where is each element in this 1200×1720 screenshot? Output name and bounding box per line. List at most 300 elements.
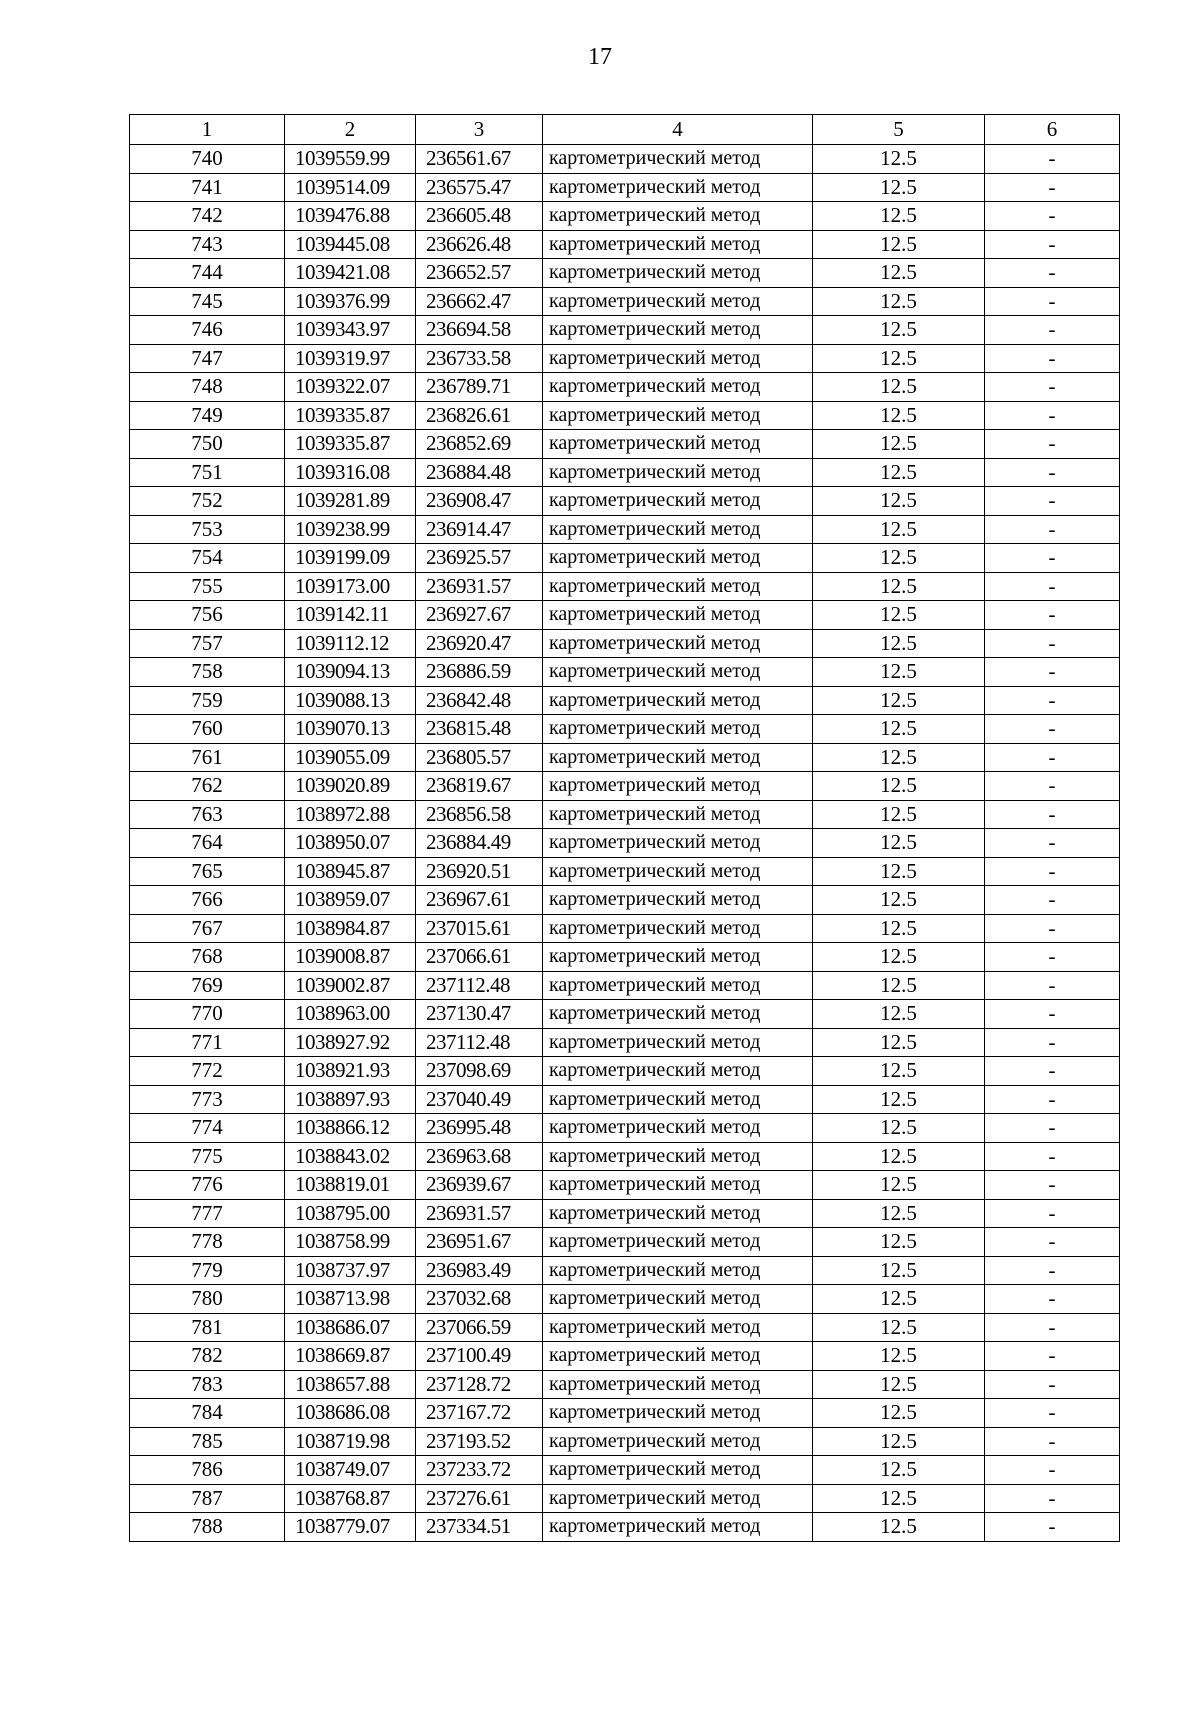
table-row: [130, 800, 1120, 829]
note-cell: -: [985, 629, 1120, 658]
x-coordinate-cell: 1039335.87: [285, 430, 416, 459]
y-coordinate-cell: 237066.59: [416, 1313, 543, 1342]
note-cell: -: [985, 686, 1120, 715]
table-row: [130, 1114, 1120, 1143]
table-row: [130, 1057, 1120, 1086]
x-coordinate-cell: 1038737.97: [285, 1256, 416, 1285]
note-cell: -: [985, 886, 1120, 915]
note-cell: -: [985, 743, 1120, 772]
table-row: [130, 1399, 1120, 1428]
point-number-cell: 749: [130, 401, 285, 430]
y-coordinate-cell: 236884.48: [416, 458, 543, 487]
point-number-cell: 764: [130, 829, 285, 858]
note-cell: -: [985, 800, 1120, 829]
method-cell: картометрический метод: [543, 772, 813, 801]
note-cell: -: [985, 1256, 1120, 1285]
y-coordinate-cell: 237112.48: [416, 971, 543, 1000]
x-coordinate-cell: 1039319.97: [285, 344, 416, 373]
accuracy-cell: 12.5: [813, 1399, 985, 1428]
table-row: [130, 430, 1120, 459]
y-coordinate-cell: 237100.49: [416, 1342, 543, 1371]
note-cell: -: [985, 914, 1120, 943]
accuracy-cell: 12.5: [813, 1313, 985, 1342]
x-coordinate-cell: 1038959.07: [285, 886, 416, 915]
x-coordinate-cell: 1038657.88: [285, 1370, 416, 1399]
accuracy-cell: 12.5: [813, 829, 985, 858]
accuracy-cell: 12.5: [813, 1285, 985, 1314]
y-coordinate-cell: 236983.49: [416, 1256, 543, 1285]
method-cell: картометрический метод: [543, 487, 813, 516]
table-row: [130, 173, 1120, 202]
y-coordinate-cell: 236815.48: [416, 715, 543, 744]
x-coordinate-cell: 1039142.11: [285, 601, 416, 630]
x-coordinate-cell: 1039238.99: [285, 515, 416, 544]
x-coordinate-cell: 1038819.01: [285, 1171, 416, 1200]
x-coordinate-cell: 1039173.00: [285, 572, 416, 601]
accuracy-cell: 12.5: [813, 230, 985, 259]
point-number-cell: 763: [130, 800, 285, 829]
accuracy-cell: 12.5: [813, 1171, 985, 1200]
method-cell: картометрический метод: [543, 173, 813, 202]
method-cell: картометрический метод: [543, 1313, 813, 1342]
method-cell: картометрический метод: [543, 1342, 813, 1371]
table-row: [130, 259, 1120, 288]
accuracy-cell: 12.5: [813, 1513, 985, 1542]
note-cell: -: [985, 401, 1120, 430]
accuracy-cell: 12.5: [813, 1199, 985, 1228]
method-cell: картометрический метод: [543, 1484, 813, 1513]
note-cell: -: [985, 173, 1120, 202]
x-coordinate-cell: 1038950.07: [285, 829, 416, 858]
note-cell: -: [985, 601, 1120, 630]
y-coordinate-cell: 237015.61: [416, 914, 543, 943]
table-row: [130, 373, 1120, 402]
point-number-cell: 771: [130, 1028, 285, 1057]
point-number-cell: 780: [130, 1285, 285, 1314]
y-coordinate-cell: 236920.51: [416, 857, 543, 886]
y-coordinate-cell: 237098.69: [416, 1057, 543, 1086]
note-cell: -: [985, 202, 1120, 231]
y-coordinate-cell: 236805.57: [416, 743, 543, 772]
y-coordinate-cell: 236561.67: [416, 145, 543, 174]
method-cell: картометрический метод: [543, 1399, 813, 1428]
note-cell: -: [985, 1114, 1120, 1143]
y-coordinate-cell: 236694.58: [416, 316, 543, 345]
table-row: [130, 1085, 1120, 1114]
accuracy-cell: 12.5: [813, 173, 985, 202]
x-coordinate-cell: 1038866.12: [285, 1114, 416, 1143]
accuracy-cell: 12.5: [813, 515, 985, 544]
y-coordinate-cell: 236908.47: [416, 487, 543, 516]
point-number-cell: 767: [130, 914, 285, 943]
accuracy-cell: 12.5: [813, 1370, 985, 1399]
accuracy-cell: 12.5: [813, 1342, 985, 1371]
method-cell: картометрический метод: [543, 914, 813, 943]
table-row: [130, 316, 1120, 345]
point-number-cell: 747: [130, 344, 285, 373]
note-cell: -: [985, 658, 1120, 687]
x-coordinate-cell: 1038897.93: [285, 1085, 416, 1114]
y-coordinate-cell: 236575.47: [416, 173, 543, 202]
y-coordinate-cell: 236927.67: [416, 601, 543, 630]
accuracy-cell: 12.5: [813, 943, 985, 972]
table-row: [130, 230, 1120, 259]
table-row: [130, 1427, 1120, 1456]
x-coordinate-cell: 1038843.02: [285, 1142, 416, 1171]
point-number-cell: 757: [130, 629, 285, 658]
column-header: 4: [543, 115, 813, 145]
accuracy-cell: 12.5: [813, 743, 985, 772]
table-row: [130, 658, 1120, 687]
note-cell: -: [985, 1513, 1120, 1542]
method-cell: картометрический метод: [543, 1285, 813, 1314]
table-row: [130, 515, 1120, 544]
x-coordinate-cell: 1038945.87: [285, 857, 416, 886]
y-coordinate-cell: 237334.51: [416, 1513, 543, 1542]
x-coordinate-cell: 1038686.08: [285, 1399, 416, 1428]
point-number-cell: 751: [130, 458, 285, 487]
accuracy-cell: 12.5: [813, 430, 985, 459]
table-row: [130, 715, 1120, 744]
y-coordinate-cell: 236931.57: [416, 572, 543, 601]
point-number-cell: 744: [130, 259, 285, 288]
note-cell: -: [985, 287, 1120, 316]
accuracy-cell: 12.5: [813, 629, 985, 658]
method-cell: картометрический метод: [543, 800, 813, 829]
point-number-cell: 784: [130, 1399, 285, 1428]
table-row: [130, 829, 1120, 858]
x-coordinate-cell: 1039559.99: [285, 145, 416, 174]
x-coordinate-cell: 1038963.00: [285, 1000, 416, 1029]
accuracy-cell: 12.5: [813, 1484, 985, 1513]
table-row: [130, 401, 1120, 430]
y-coordinate-cell: 236925.57: [416, 544, 543, 573]
y-coordinate-cell: 236826.61: [416, 401, 543, 430]
accuracy-cell: 12.5: [813, 316, 985, 345]
x-coordinate-cell: 1038984.87: [285, 914, 416, 943]
point-number-cell: 755: [130, 572, 285, 601]
method-cell: картометрический метод: [543, 1199, 813, 1228]
y-coordinate-cell: 236626.48: [416, 230, 543, 259]
table-row: [130, 914, 1120, 943]
accuracy-cell: 12.5: [813, 1256, 985, 1285]
y-coordinate-cell: 236931.57: [416, 1199, 543, 1228]
note-cell: -: [985, 145, 1120, 174]
point-number-cell: 777: [130, 1199, 285, 1228]
x-coordinate-cell: 1039322.07: [285, 373, 416, 402]
point-number-cell: 762: [130, 772, 285, 801]
table-row: [130, 601, 1120, 630]
point-number-cell: 746: [130, 316, 285, 345]
accuracy-cell: 12.5: [813, 544, 985, 573]
table-row: [130, 1000, 1120, 1029]
x-coordinate-cell: 1038972.88: [285, 800, 416, 829]
point-number-cell: 754: [130, 544, 285, 573]
point-number-cell: 742: [130, 202, 285, 231]
y-coordinate-cell: 237276.61: [416, 1484, 543, 1513]
note-cell: -: [985, 230, 1120, 259]
y-coordinate-cell: 237193.52: [416, 1427, 543, 1456]
point-number-cell: 768: [130, 943, 285, 972]
point-number-cell: 758: [130, 658, 285, 687]
point-number-cell: 761: [130, 743, 285, 772]
accuracy-cell: 12.5: [813, 857, 985, 886]
accuracy-cell: 12.5: [813, 1142, 985, 1171]
point-number-cell: 766: [130, 886, 285, 915]
y-coordinate-cell: 237128.72: [416, 1370, 543, 1399]
note-cell: -: [985, 971, 1120, 1000]
method-cell: картометрический метод: [543, 230, 813, 259]
accuracy-cell: 12.5: [813, 715, 985, 744]
accuracy-cell: 12.5: [813, 1085, 985, 1114]
point-number-cell: 750: [130, 430, 285, 459]
table-row: [130, 886, 1120, 915]
point-number-cell: 786: [130, 1456, 285, 1485]
column-header: 5: [813, 115, 985, 145]
table-row: [130, 344, 1120, 373]
accuracy-cell: 12.5: [813, 1028, 985, 1057]
y-coordinate-cell: 237066.61: [416, 943, 543, 972]
note-cell: -: [985, 1171, 1120, 1200]
accuracy-cell: 12.5: [813, 658, 985, 687]
point-number-cell: 774: [130, 1114, 285, 1143]
accuracy-cell: 12.5: [813, 259, 985, 288]
x-coordinate-cell: 1039343.97: [285, 316, 416, 345]
note-cell: -: [985, 715, 1120, 744]
note-cell: -: [985, 259, 1120, 288]
x-coordinate-cell: 1039008.87: [285, 943, 416, 972]
note-cell: -: [985, 515, 1120, 544]
note-cell: -: [985, 1085, 1120, 1114]
x-coordinate-cell: 1039514.09: [285, 173, 416, 202]
y-coordinate-cell: 236819.67: [416, 772, 543, 801]
x-coordinate-cell: 1039421.08: [285, 259, 416, 288]
table-row: [130, 572, 1120, 601]
accuracy-cell: 12.5: [813, 772, 985, 801]
y-coordinate-cell: 237233.72: [416, 1456, 543, 1485]
x-coordinate-cell: 1038795.00: [285, 1199, 416, 1228]
accuracy-cell: 12.5: [813, 1427, 985, 1456]
page-number: 17: [588, 44, 612, 70]
x-coordinate-cell: 1039088.13: [285, 686, 416, 715]
point-number-cell: 772: [130, 1057, 285, 1086]
note-cell: -: [985, 1399, 1120, 1428]
x-coordinate-cell: 1038719.98: [285, 1427, 416, 1456]
point-number-cell: 770: [130, 1000, 285, 1029]
x-coordinate-cell: 1038779.07: [285, 1513, 416, 1542]
table-body: [130, 145, 1120, 1542]
note-cell: -: [985, 1370, 1120, 1399]
accuracy-cell: 12.5: [813, 344, 985, 373]
note-cell: -: [985, 857, 1120, 886]
point-number-cell: 740: [130, 145, 285, 174]
point-number-cell: 753: [130, 515, 285, 544]
table-row: [130, 1484, 1120, 1513]
method-cell: картометрический метод: [543, 1028, 813, 1057]
y-coordinate-cell: 236884.49: [416, 829, 543, 858]
method-cell: картометрический метод: [543, 1057, 813, 1086]
table-row: [130, 1456, 1120, 1485]
note-cell: -: [985, 772, 1120, 801]
point-number-cell: 745: [130, 287, 285, 316]
method-cell: картометрический метод: [543, 287, 813, 316]
note-cell: -: [985, 487, 1120, 516]
point-number-cell: 782: [130, 1342, 285, 1371]
method-cell: картометрический метод: [543, 1370, 813, 1399]
method-cell: картометрический метод: [543, 629, 813, 658]
method-cell: картометрический метод: [543, 943, 813, 972]
y-coordinate-cell: 236605.48: [416, 202, 543, 231]
method-cell: картометрический метод: [543, 686, 813, 715]
point-number-cell: 769: [130, 971, 285, 1000]
y-coordinate-cell: 236951.67: [416, 1228, 543, 1257]
table-row: [130, 458, 1120, 487]
method-cell: картометрический метод: [543, 259, 813, 288]
method-cell: картометрический метод: [543, 572, 813, 601]
method-cell: картометрический метод: [543, 458, 813, 487]
note-cell: -: [985, 1228, 1120, 1257]
table-row: [130, 1313, 1120, 1342]
point-number-cell: 781: [130, 1313, 285, 1342]
accuracy-cell: 12.5: [813, 1057, 985, 1086]
method-cell: картометрический метод: [543, 1456, 813, 1485]
note-cell: -: [985, 1285, 1120, 1314]
x-coordinate-cell: 1039070.13: [285, 715, 416, 744]
method-cell: картометрический метод: [543, 145, 813, 174]
y-coordinate-cell: 237112.48: [416, 1028, 543, 1057]
note-cell: -: [985, 1142, 1120, 1171]
method-cell: картометрический метод: [543, 715, 813, 744]
table-row: [130, 629, 1120, 658]
table-row: [130, 857, 1120, 886]
x-coordinate-cell: 1039281.89: [285, 487, 416, 516]
method-cell: картометрический метод: [543, 829, 813, 858]
table-row: [130, 1171, 1120, 1200]
note-cell: -: [985, 316, 1120, 345]
point-number-cell: 773: [130, 1085, 285, 1114]
method-cell: картометрический метод: [543, 1000, 813, 1029]
note-cell: -: [985, 430, 1120, 459]
table-row: [130, 287, 1120, 316]
table-row: [130, 772, 1120, 801]
table-row: [130, 1142, 1120, 1171]
y-coordinate-cell: 237040.49: [416, 1085, 543, 1114]
x-coordinate-cell: 1039020.89: [285, 772, 416, 801]
table-row: [130, 487, 1120, 516]
method-cell: картометрический метод: [543, 515, 813, 544]
accuracy-cell: 12.5: [813, 572, 985, 601]
table-row: [130, 943, 1120, 972]
y-coordinate-cell: 236662.47: [416, 287, 543, 316]
coordinates-table: [129, 114, 1120, 1542]
method-cell: картометрический метод: [543, 1085, 813, 1114]
y-coordinate-cell: 237167.72: [416, 1399, 543, 1428]
note-cell: -: [985, 373, 1120, 402]
x-coordinate-cell: 1039376.99: [285, 287, 416, 316]
table-row: [130, 971, 1120, 1000]
table-row: [130, 145, 1120, 174]
x-coordinate-cell: 1038749.07: [285, 1456, 416, 1485]
x-coordinate-cell: 1039199.09: [285, 544, 416, 573]
y-coordinate-cell: 237032.68: [416, 1285, 543, 1314]
x-coordinate-cell: 1039094.13: [285, 658, 416, 687]
column-header: 2: [285, 115, 416, 145]
table-row: [130, 1285, 1120, 1314]
x-coordinate-cell: 1038758.99: [285, 1228, 416, 1257]
note-cell: -: [985, 943, 1120, 972]
method-cell: картометрический метод: [543, 544, 813, 573]
point-number-cell: 756: [130, 601, 285, 630]
accuracy-cell: 12.5: [813, 373, 985, 402]
accuracy-cell: 12.5: [813, 971, 985, 1000]
point-number-cell: 785: [130, 1427, 285, 1456]
note-cell: -: [985, 1313, 1120, 1342]
point-number-cell: 743: [130, 230, 285, 259]
method-cell: картометрический метод: [543, 202, 813, 231]
x-coordinate-cell: 1039476.88: [285, 202, 416, 231]
point-number-cell: 748: [130, 373, 285, 402]
method-cell: картометрический метод: [543, 316, 813, 345]
method-cell: картометрический метод: [543, 1427, 813, 1456]
point-number-cell: 776: [130, 1171, 285, 1200]
point-number-cell: 752: [130, 487, 285, 516]
point-number-cell: 759: [130, 686, 285, 715]
accuracy-cell: 12.5: [813, 800, 985, 829]
accuracy-cell: 12.5: [813, 1000, 985, 1029]
point-number-cell: 778: [130, 1228, 285, 1257]
note-cell: -: [985, 1057, 1120, 1086]
table-row: [130, 202, 1120, 231]
method-cell: картометрический метод: [543, 401, 813, 430]
note-cell: -: [985, 1028, 1120, 1057]
y-coordinate-cell: 236963.68: [416, 1142, 543, 1171]
note-cell: -: [985, 344, 1120, 373]
method-cell: картометрический метод: [543, 1228, 813, 1257]
note-cell: -: [985, 1427, 1120, 1456]
method-cell: картометрический метод: [543, 373, 813, 402]
method-cell: картометрический метод: [543, 430, 813, 459]
accuracy-cell: 12.5: [813, 145, 985, 174]
table-row: [130, 1513, 1120, 1542]
y-coordinate-cell: 236995.48: [416, 1114, 543, 1143]
point-number-cell: 788: [130, 1513, 285, 1542]
x-coordinate-cell: 1039445.08: [285, 230, 416, 259]
table-row: [130, 1228, 1120, 1257]
accuracy-cell: 12.5: [813, 1114, 985, 1143]
method-cell: картометрический метод: [543, 886, 813, 915]
method-cell: картометрический метод: [543, 1114, 813, 1143]
x-coordinate-cell: 1039316.08: [285, 458, 416, 487]
y-coordinate-cell: 236886.59: [416, 658, 543, 687]
x-coordinate-cell: 1039002.87: [285, 971, 416, 1000]
note-cell: -: [985, 458, 1120, 487]
x-coordinate-cell: 1038669.87: [285, 1342, 416, 1371]
note-cell: -: [985, 544, 1120, 573]
method-cell: картометрический метод: [543, 971, 813, 1000]
x-coordinate-cell: 1038927.92: [285, 1028, 416, 1057]
accuracy-cell: 12.5: [813, 914, 985, 943]
method-cell: картометрический метод: [543, 1142, 813, 1171]
x-coordinate-cell: 1038713.98: [285, 1285, 416, 1314]
y-coordinate-cell: 236652.57: [416, 259, 543, 288]
column-header: 1: [130, 115, 285, 145]
note-cell: -: [985, 1456, 1120, 1485]
y-coordinate-cell: 236842.48: [416, 686, 543, 715]
table-row: [130, 1256, 1120, 1285]
accuracy-cell: 12.5: [813, 1228, 985, 1257]
table-row: [130, 743, 1120, 772]
point-number-cell: 783: [130, 1370, 285, 1399]
